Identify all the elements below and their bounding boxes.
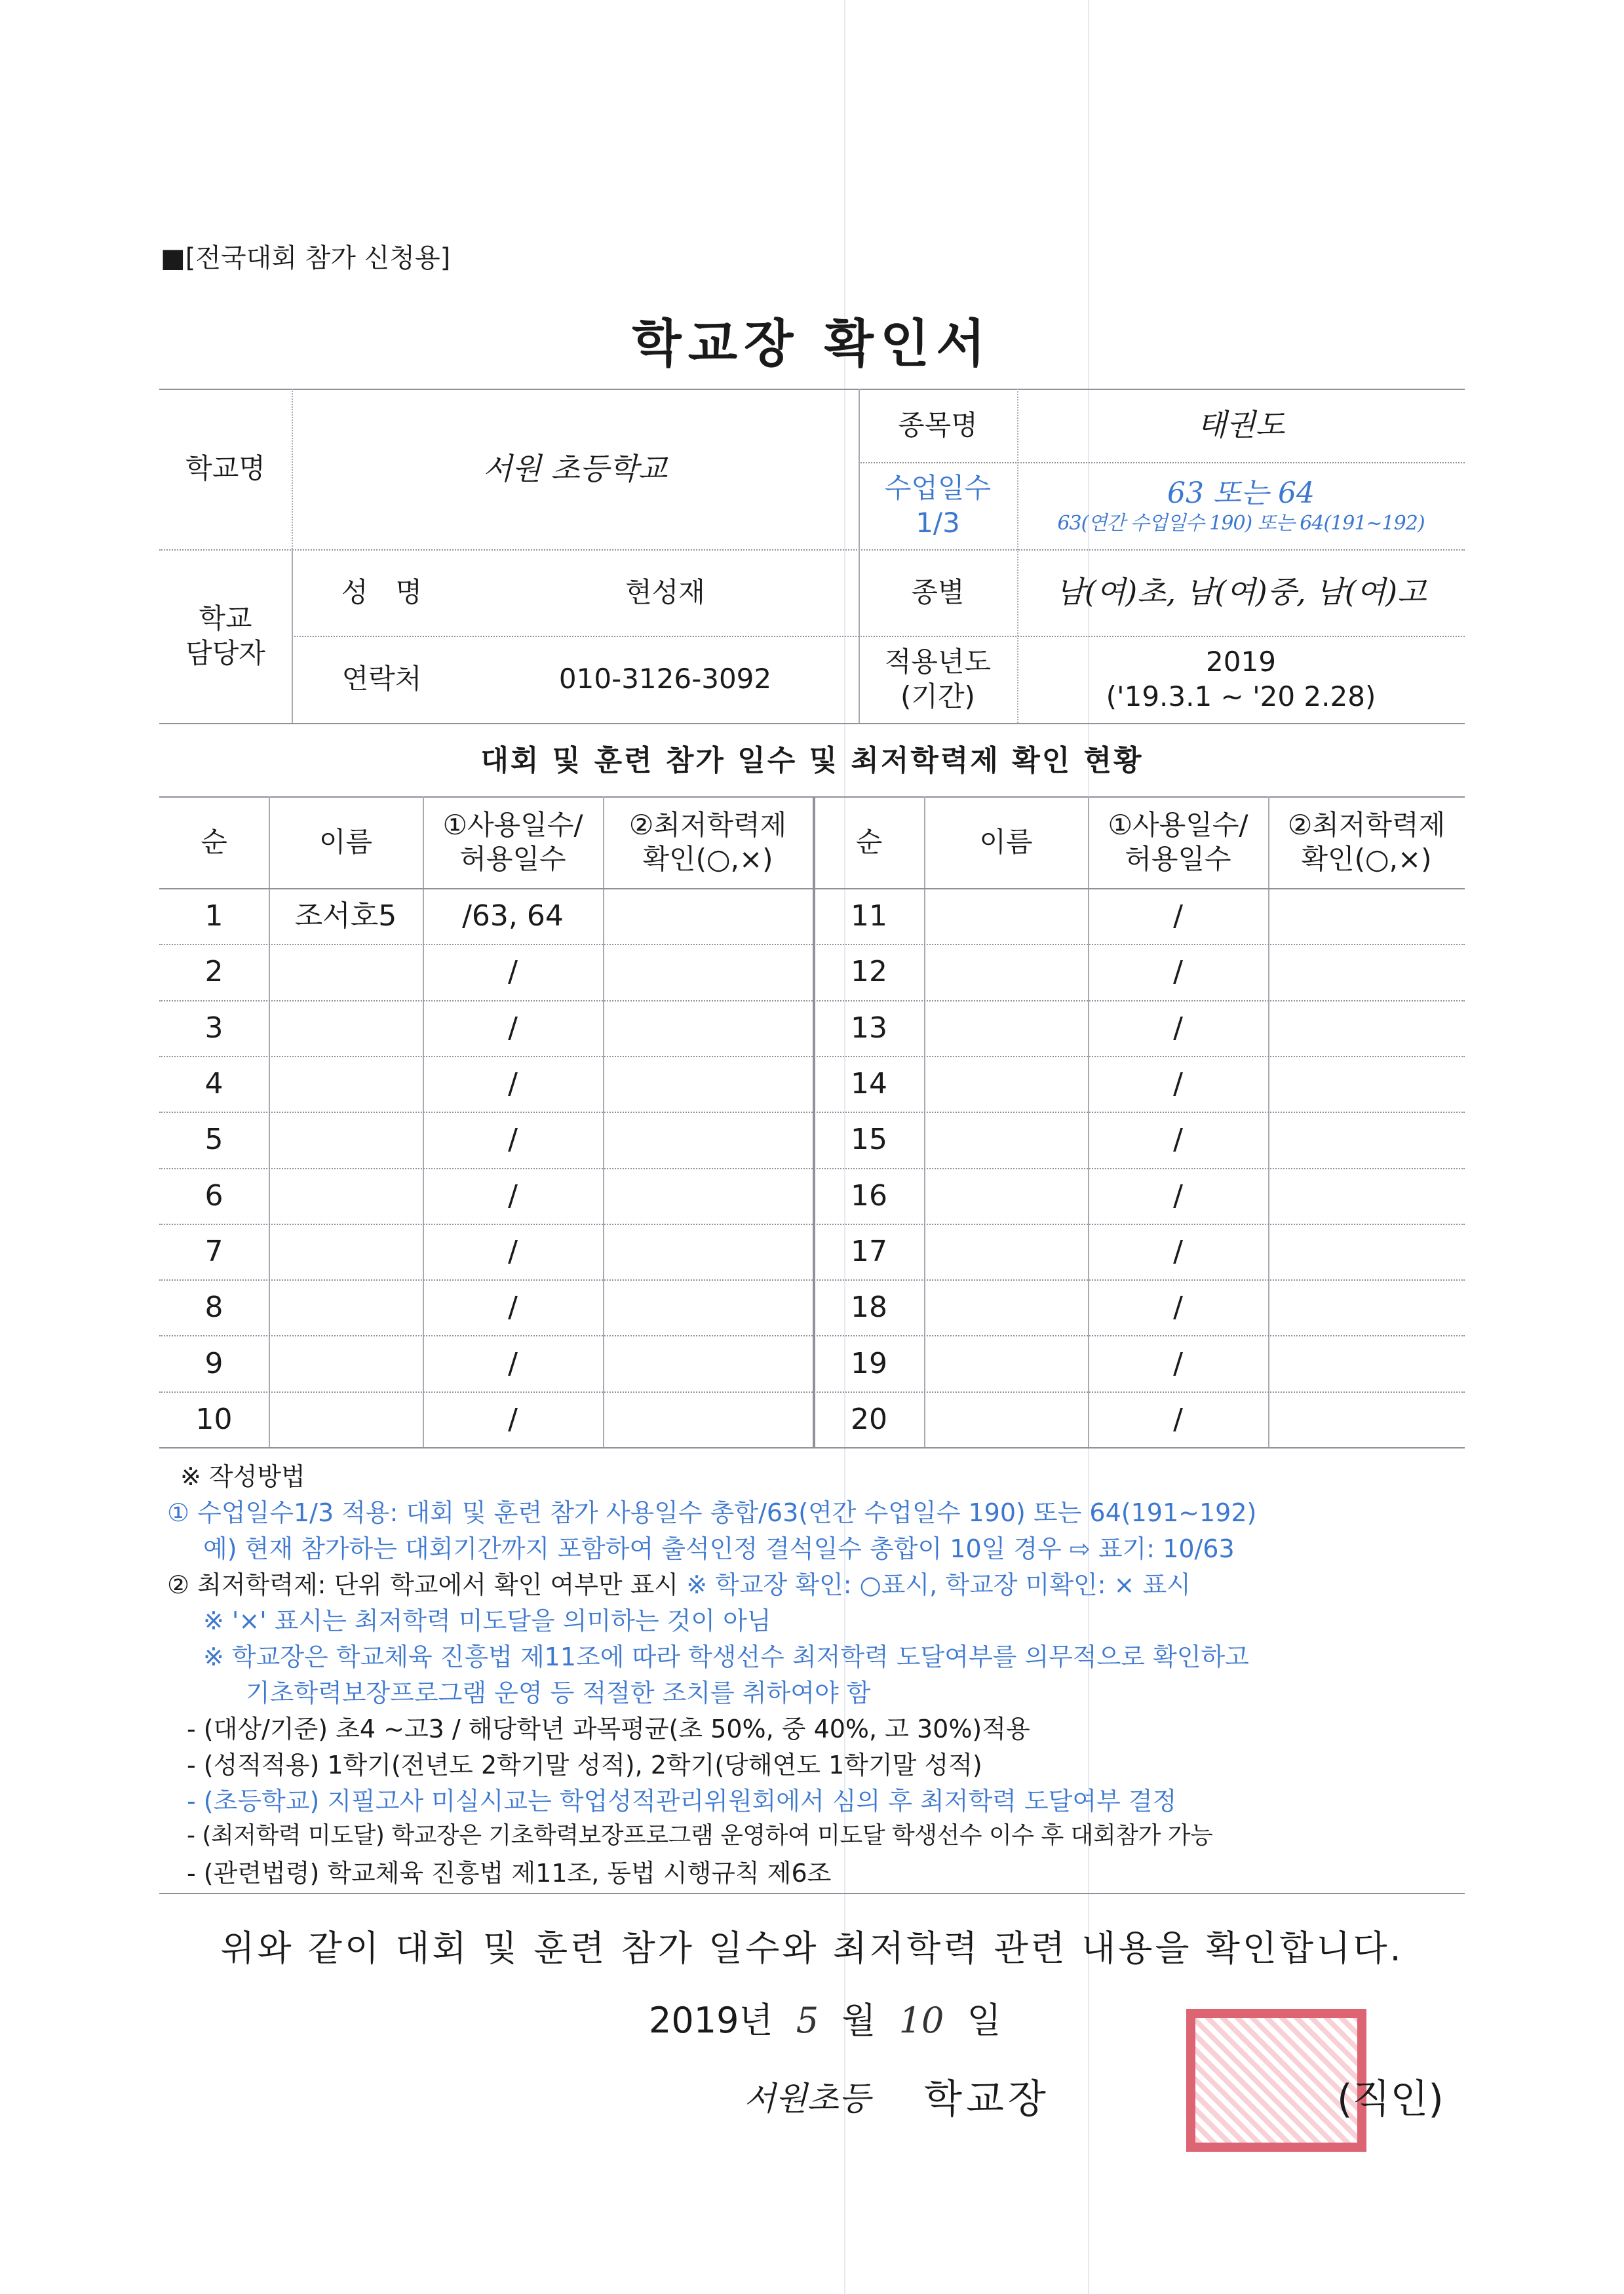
header-days-line1: ①사용일수/	[1108, 808, 1248, 841]
table-cell-no: 8	[204, 1291, 223, 1325]
table-cell-no: 7	[204, 1234, 223, 1268]
header-days-line1: ①사용일수/	[442, 808, 583, 841]
sport-value: 태권도	[1197, 407, 1285, 443]
table-cell-name	[924, 1112, 1088, 1167]
table-cell-no: 18	[851, 1291, 887, 1325]
class-days-value-line1: 63 또는 64	[1167, 476, 1315, 511]
table-cell-name	[924, 1056, 1088, 1112]
note-class-days-2: 예) 현재 참가하는 대회기간까지 포함하여 출석인정 결석일수 총합이 10일 경우 ⇨ 표기: 10/63	[203, 1534, 1235, 1563]
table-cell-name	[269, 1112, 423, 1167]
name-label: 성 명	[341, 575, 423, 608]
table-cell-name	[924, 1335, 1088, 1391]
table-cell-days: /	[508, 1402, 518, 1436]
table-cell-name: 조서호5	[294, 899, 397, 933]
table-cell-check	[603, 1224, 813, 1279]
table-cell-name	[269, 1279, 423, 1335]
note-principal-duty-2: 기초학력보장프로그램 운영 등 적절한 조치를 취하여야 함	[246, 1679, 871, 1707]
table-cell-no: 17	[851, 1234, 887, 1268]
table-cell-check	[1268, 1335, 1465, 1391]
table-cell-days: /	[508, 955, 518, 989]
table-cell-days: /	[1173, 1291, 1183, 1325]
table-cell-name	[924, 1000, 1088, 1056]
school-signature: 서원초등	[744, 2080, 871, 2118]
table-cell-name	[924, 888, 1088, 944]
header-name: 이름	[319, 825, 373, 858]
header-days	[423, 796, 603, 888]
note-min-academic-marking: ※ 학교장 확인: ○표시, 학교장 미확인: × 표시	[686, 1570, 1191, 1599]
table-cell-check	[1268, 944, 1465, 1000]
table-cell-name	[924, 1279, 1088, 1335]
applied-year-label-line1: 적용년도	[884, 646, 992, 678]
table-cell-check	[1268, 1168, 1465, 1224]
header-check-line1: ②최저학력제	[1287, 808, 1446, 841]
section-title: 대회 및 훈련 참가 일수 및 최저학력제 확인 현황	[480, 743, 1144, 777]
table-cell-check	[603, 1335, 813, 1391]
contact-label: 연락처	[341, 663, 422, 695]
table-cell-check	[603, 1112, 813, 1167]
table-cell-no: 3	[204, 1011, 223, 1045]
note-min-academic	[167, 1565, 1191, 1601]
table-cell-no: 14	[851, 1067, 887, 1101]
table-cell-days: /	[1173, 955, 1183, 989]
table-cell-name	[269, 1391, 423, 1447]
table-cell-days: /	[1173, 1234, 1183, 1268]
date-year: 2019년	[649, 2000, 773, 2041]
header-check-line1: ②최저학력제	[628, 808, 787, 841]
confirmation-statement: 위와 같이 대회 및 훈련 참가 일수와 최저학력 관련 내용을 확인합니다.	[220, 1928, 1404, 1969]
school-name-value: 서원 초등학교	[482, 450, 668, 486]
table-cell-days: /	[1173, 1123, 1183, 1157]
table-border	[159, 1447, 1465, 1448]
table-cell-check	[603, 1391, 813, 1447]
class-days-label-line2: 1/3	[916, 506, 960, 539]
table-cell-name	[269, 1168, 423, 1224]
confirmation-date	[649, 1993, 1001, 2043]
table-cell-check	[603, 1279, 813, 1335]
table-cell-days: /	[1173, 1346, 1183, 1380]
table-cell-no: 6	[204, 1178, 223, 1213]
table-cell-name	[269, 1056, 423, 1112]
table-cell-no: 4	[204, 1067, 223, 1101]
table-cell-name	[924, 1168, 1088, 1224]
table-cell-check	[1268, 1224, 1465, 1279]
header-check	[1268, 796, 1465, 888]
gender-label: 종별	[911, 575, 965, 608]
header-no: 순	[855, 825, 883, 858]
note-below-minimum: - (최저학력 미도달) 학교장은 기초학력보장프로그램 운영하여 미도달 학생선수 이수 후 대회참가 가능	[187, 1822, 1213, 1849]
applied-year-value	[1017, 636, 1465, 723]
header-check	[603, 796, 813, 888]
class-days-value-line2: 63(연간 수업일수 190) 또는 64(191~192)	[1057, 512, 1425, 535]
table-cell-days: /	[508, 1346, 518, 1380]
class-days-label	[859, 462, 1017, 549]
applied-year-label-line2: (기간)	[900, 680, 975, 712]
note-grade-application: - (성적적용) 1학기(전년도 2학기말 성적), 2학기(당해연도 1학기말 성적)	[187, 1751, 982, 1779]
seal-label: (직인)	[1337, 2076, 1444, 2122]
table-cell-days: /	[1173, 1067, 1183, 1101]
table-border	[159, 1893, 1465, 1894]
table-cell-no: 11	[851, 899, 887, 933]
table-cell-days: /	[508, 1067, 518, 1101]
table-cell-no: 1	[204, 899, 223, 933]
header-days	[1088, 796, 1268, 888]
note-elementary-school: - (초등학교) 지필고사 미실시교는 학업성적관리위원회에서 심의 후 최저학력 도달여부 결정	[187, 1787, 1177, 1816]
table-cell-check	[603, 944, 813, 1000]
table-cell-days: /	[508, 1011, 518, 1045]
table-cell-name	[924, 944, 1088, 1000]
manager-label-line2: 담당자	[185, 636, 265, 669]
note-min-academic-text: ② 최저학력제: 단위 학교에서 확인 여부만 표시	[167, 1570, 679, 1599]
table-cell-check	[1268, 888, 1465, 944]
contact-value: 010-3126-3092	[558, 663, 772, 695]
note-principal-duty-1: ※ 학교장은 학교체육 진흥법 제11조에 따라 학생선수 최저학력 도달여부를 의무적으로 확인하고	[203, 1643, 1249, 1671]
table-cell-days: /	[508, 1291, 518, 1325]
table-cell-name	[269, 1000, 423, 1056]
applied-year-value-line1: 2019	[1206, 646, 1276, 678]
document-type-label: ■[전국대회 참가 신청용]	[161, 243, 451, 273]
table-cell-name	[269, 1335, 423, 1391]
table-cell-days: /	[508, 1234, 518, 1268]
table-cell-no: 12	[851, 955, 887, 989]
applied-year-label	[859, 636, 1017, 723]
table-cell-no: 16	[851, 1178, 887, 1213]
header-name: 이름	[979, 825, 1033, 858]
date-day-unit: 일	[967, 2000, 1001, 2041]
table-cell-name	[269, 944, 423, 1000]
table-cell-check	[1268, 1279, 1465, 1335]
class-days-value	[1017, 462, 1465, 549]
header-days-line2: 허용일수	[459, 843, 566, 875]
table-cell-check	[603, 1000, 813, 1056]
date-day: 10	[899, 2000, 944, 2041]
school-name-label: 학교명	[185, 452, 265, 485]
note-target-criteria: - (대상/기준) 초4 ~고3 / 해당학년 과목평균(초 50%, 중 40%, 고 30%)적용	[187, 1715, 1030, 1743]
table-cell-no: 2	[204, 955, 223, 989]
class-days-label-line1: 수업일수	[884, 472, 992, 504]
table-cell-no: 13	[851, 1011, 887, 1045]
table-cell-check	[603, 1056, 813, 1112]
table-cell-check	[1268, 1112, 1465, 1167]
note-x-mark: ※ '×' 표시는 최저학력 미도달을 의미하는 것이 아님	[203, 1606, 771, 1635]
table-cell-days: /	[1173, 899, 1183, 933]
table-cell-no: 10	[195, 1402, 233, 1436]
table-cell-check	[1268, 1056, 1465, 1112]
table-cell-days: /	[1173, 1178, 1183, 1213]
page-title: 학교장 확인서	[632, 315, 992, 374]
table-cell-days: /	[1173, 1011, 1183, 1045]
table-cell-check	[1268, 1391, 1465, 1447]
table-cell-days: /	[508, 1123, 518, 1157]
table-cell-no: 5	[204, 1123, 223, 1157]
manager-label	[159, 549, 292, 723]
manager-name-value: 현성재	[625, 575, 705, 608]
table-cell-days: /	[1173, 1402, 1183, 1436]
header-days-line2: 허용일수	[1125, 843, 1231, 875]
table-cell-no: 20	[851, 1402, 887, 1436]
table-cell-check	[603, 888, 813, 944]
date-month: 5	[796, 2000, 819, 2041]
gender-value: 남(여)초, 남(여)중, 남(여)고	[1055, 574, 1427, 610]
sport-label: 종목명	[898, 408, 978, 441]
header-check-line2: 확인(○,×)	[642, 843, 773, 875]
header-no: 순	[201, 825, 227, 858]
principal-title: 학교장	[924, 2076, 1050, 2122]
table-cell-name	[269, 1224, 423, 1279]
table-cell-name	[924, 1391, 1088, 1447]
note-class-days-1: ① 수업일수1/3 적용: 대회 및 훈련 참가 사용일수 총합/63(연간 수업일수 190) 또는 64(191~192)	[167, 1498, 1257, 1527]
table-cell-days: /63, 64	[462, 899, 564, 933]
table-cell-days: /	[508, 1178, 518, 1213]
date-month-unit: 월	[841, 2000, 876, 2041]
manager-label-line1: 학교	[199, 602, 252, 634]
note-related-law: - (관련법령) 학교체육 진흥법 제11조, 동법 시행규칙 제6조	[187, 1859, 832, 1888]
table-cell-name	[924, 1224, 1088, 1279]
table-cell-check	[1268, 1000, 1465, 1056]
notes-heading: ※ 작성방법	[180, 1462, 305, 1491]
table-cell-no: 15	[851, 1123, 887, 1157]
table-cell-no: 19	[851, 1346, 887, 1380]
header-check-line2: 확인(○,×)	[1301, 843, 1432, 875]
table-cell-check	[603, 1168, 813, 1224]
applied-year-value-line2: ('19.3.1 ~ '20 2.28)	[1106, 680, 1376, 712]
table-cell-no: 9	[204, 1346, 223, 1380]
